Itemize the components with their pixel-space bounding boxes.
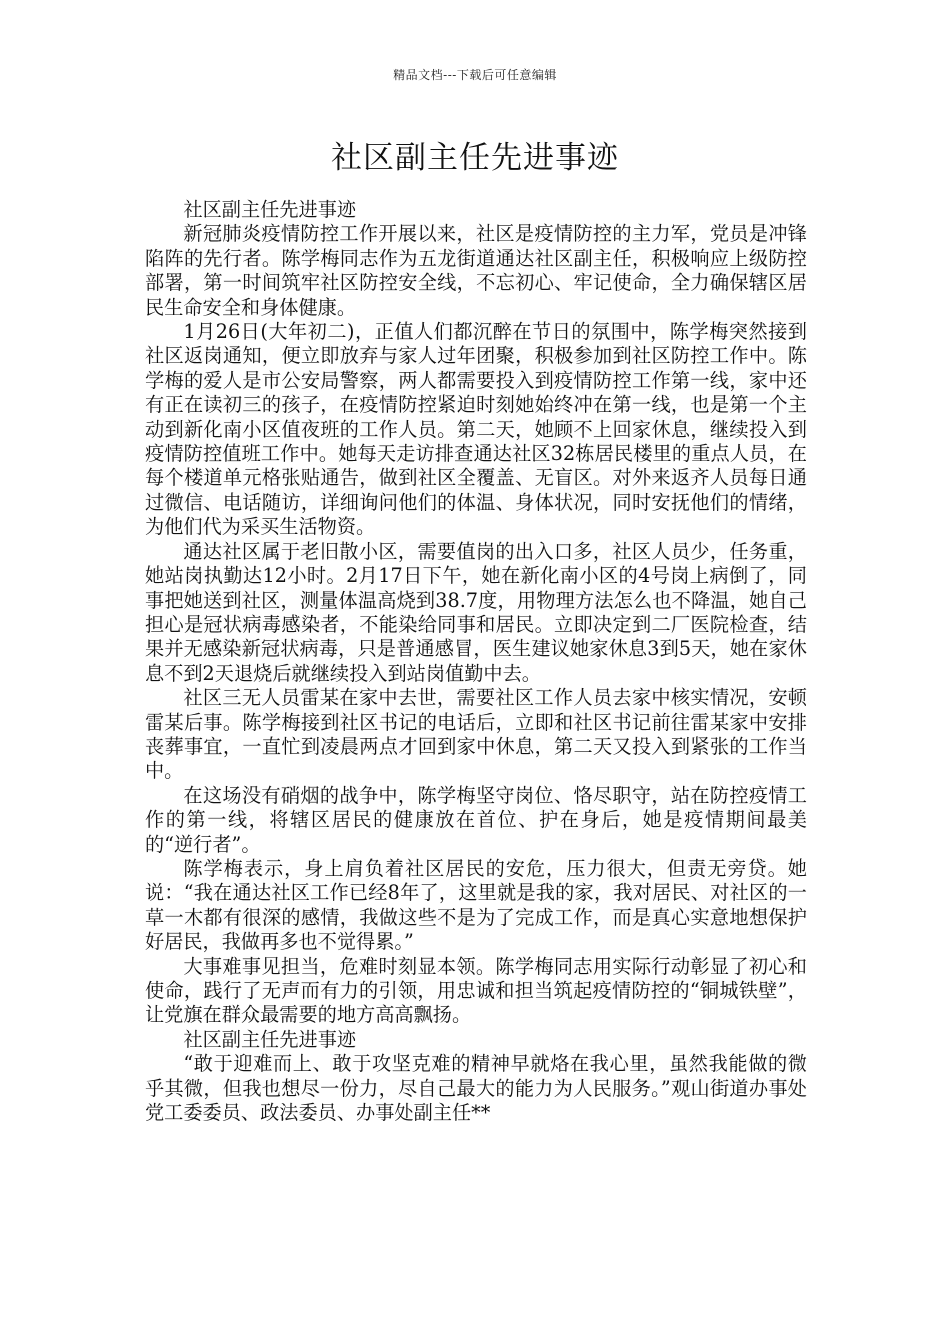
paragraph: 在这场没有硝烟的战争中，陈学梅坚守岗位、恪尽职守，站在防控疫情工作的第一线，将辖区居民的健康放在首位、护在身后，她是疫情期间最美的“逆行者”。 bbox=[145, 783, 807, 856]
paragraph: 社区三无人员雷某在家中去世，需要社区工作人员去家中核实情况，安顿雷某后事。陈学梅接到社区书记的电话后，立即和社区书记前往雷某家中安排丧葬事宜，一直忙到凌晨两点才回到家中休息，第二天又投入到紧张的工作当中。 bbox=[145, 686, 807, 783]
document-title: 社区副主任先进事迹 bbox=[331, 140, 619, 176]
paragraph: “敢于迎难而上、敢于攻坚克难的精神早就烙在我心里，虽然我能做的微乎其微，但我也想尽一份力，尽自己最大的能力为人民服务。”观山街道办事处党工委委员、政法委员、办事处副主任** bbox=[145, 1052, 807, 1125]
paragraph: 社区副主任先进事迹 bbox=[183, 198, 357, 221]
document-body bbox=[145, 198, 807, 1125]
paragraph: 1月26日(大年初二)，正值人们都沉醉在节日的氛围中，陈学梅突然接到社区返岗通知，便立即放弃与家人过年团聚，积极参加到社区防控工作中。陈学梅的爱人是市公安局警察，两人都需要投入到疫情防控工作第一线，家中还有正在读初三的孩子，在疫情防控紧迫时刻她始终冲在第一线，也是第一个主动到新化南小区值夜班的工作人员。第二天，她顾不上回家休息，继续投入到疫情防控值班工作中。她每天走访排查通达社区32栋居民楼里的重点人员，在每个楼道单元格张贴通告，做到社区全覆盖、无盲区。对外来返齐人员每日通过微信、电话随访，详细询问他们的体温、身体状况，同时安抚他们的情绪，为他们代为采买生活物资。 bbox=[145, 320, 807, 539]
paragraph: 通达社区属于老旧散小区，需要值岗的出入口多，社区人员少，任务重，她站岗执勤达12小时。2月17日下午，她在新化南小区的4号岗上病倒了，同事把她送到社区，测量体温高烧到38.7度，用物理方法怎么也不降温，她自己担心是冠状病毒感染者，不能染给同事和居民。立即决定到二厂医院检查，结果并无感染新冠状病毒，只是普通感冒，医生建议她家休息3到5天，她在家休息不到2天退烧后就继续投入到站岗值勤中去。 bbox=[145, 539, 807, 685]
header-note: 精品文档---下载后可任意编辑 bbox=[393, 68, 557, 82]
paragraph: 社区副主任先进事迹 bbox=[183, 1027, 357, 1051]
paragraph: 新冠肺炎疫情防控工作开展以来，社区是疫情防控的主力军，党员是冲锋陷阵的先行者。陈学梅同志作为五龙街道通达社区副主任，积极响应上级防控部署，第一时间筑牢社区防控安全线，不忘初心、牢记使命，全力确保辖区居民生命安全和身体健康。 bbox=[145, 222, 807, 319]
paragraph: 大事难事见担当，危难时刻显本领。陈学梅同志用实际行动彰显了初心和使命，践行了无声而有力的引领，用忠诚和担当筑起疫情防控的“铜城铁壁”，让党旗在群众最需要的地方高高飘扬。 bbox=[145, 954, 807, 1027]
paragraph: 陈学梅表示，身上肩负着社区居民的安危，压力很大，但责无旁贷。她说：“我在通达社区工作已经8年了，这里就是我的家，我对居民、对社区的一草一木都有很深的感情，我做这些不是为了完成工作，而是真心实意地想保护好居民，我做再多也不觉得累。” bbox=[145, 856, 807, 954]
